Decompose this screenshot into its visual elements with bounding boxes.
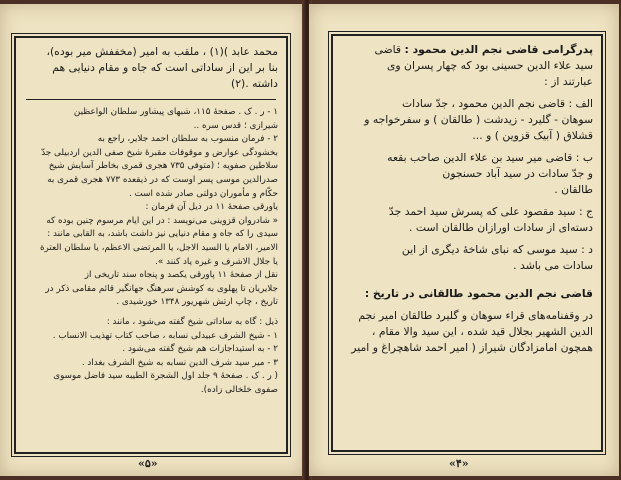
text-line: در وقفنامه‌های قراء سوهان و گلیرد طالقان امیر نجم — [358, 309, 593, 322]
left-top-paragraph — [24, 44, 278, 92]
section-heading: قاضی نجم الدین محمود طالقانی در تاریخ : — [364, 287, 593, 300]
text-line: داشته .(۲) — [230, 77, 278, 90]
footnote-line: ۲ - فرمان منسوب به سلطان احمد جلایر، راجع به — [97, 134, 278, 145]
footnote-line: یا جلال الاشرف و غیره یاد کنند ». — [155, 256, 278, 267]
note-line: ۳ - میر سید شرف الدین نسابه به شیخ الشرف بغداد . — [81, 357, 278, 368]
intro-rest: قاضی — [374, 43, 405, 56]
list-item: و جدّ سادات در سید آباد حسنجون — [442, 167, 593, 180]
footnote-line: صدرالدین موسی پسر اوست که در ذیقعده ۷۷۳ هجری قمری به — [47, 174, 278, 185]
list-item: سوهان - گلیرد - زیدشت ( طالقان ) و سفرخواجه و — [364, 113, 593, 126]
note-line: ۱ - شیخ الشرف عبیدلی نسابه ، صاحب کتاب تهذیب الانساب . — [52, 330, 278, 341]
intro-line — [341, 42, 593, 58]
note-line: ( ر . ک . صفحهٔ ۹ جلد اول الشجرة الطیبه سید فاضل موسوی — [53, 371, 278, 382]
list-item: د : سید موسی که نبای شاخهٔ دیگری از این — [401, 243, 593, 256]
text-line: بنا بر این از ساداتی است که جاه و مقام دنیایی هم — [52, 61, 278, 74]
text-line: محمد عابد )(۱) ، ملقب به امیر (مخففش میر بوده)، — [46, 45, 278, 58]
note-line: ۲ - به استیداجازات هم شیخ گفته می‌شود . — [122, 344, 278, 355]
notes-block — [24, 316, 278, 398]
left-page-frame — [14, 36, 288, 454]
list-item: قشلاق ( آبیک قزوین ) و ... — [472, 129, 593, 142]
text-line: سید علاء الدین حسینی بود که چهار پسران وی — [386, 59, 593, 72]
text-line: همچون امامزادگان شیراز ( امیر احمد شاهچراغ و امیر — [351, 341, 593, 354]
list-item: الف : قاضی نجم الدین محمود ، جدّ سادات — [401, 97, 593, 110]
footnote-separator — [26, 99, 276, 100]
list-item: طالقان . — [554, 183, 593, 196]
footnote-line: حکّام و مأموران دولتی صادر شده است . — [128, 188, 278, 199]
note-line: صفوی خلخالی زاده). — [200, 384, 278, 395]
list-item: دسته‌ای از سادات اورازان طالقان است . — [409, 221, 593, 234]
footnote-line: نقل از صفحهٔ ۱۱ پاورقی یکصد و پنجاه سند تاریخی از — [84, 270, 278, 281]
footnote-line: ۱ - ر . ک . صفحهٔ ۱۱۵، شبهای پیشاور سلطان الواعظین — [73, 107, 278, 117]
footnote-line: یاورقی صفحهٔ ۱۱ در ذیل آن فرمان : — [145, 202, 278, 213]
footnotes — [24, 106, 278, 310]
text-line: عبارتند از : — [544, 75, 593, 88]
list-item: ج : سید مقصود علی که پسرش سید احمد جدّ — [388, 205, 593, 218]
footnote-line: بخشودگی عوارض و موقوفات مقبرهٔ شیخ صفی الدین اردبیلی جدّ — [41, 147, 278, 158]
footnote-line: شیرازی ؛ قدس سره .. — [193, 120, 278, 131]
left-page-text — [16, 38, 286, 397]
left-page — [0, 4, 306, 476]
footnote-line: « شادروان قزوینی می‌نویسد : در این ایام مرسوم چنین بوده که — [46, 215, 278, 226]
footnote-line: سیدی را که جاه و مقام دنیایی نیز داشت باشد، به القابی مانند : — [47, 229, 278, 240]
right-page — [309, 4, 619, 476]
right-page-text — [333, 36, 601, 356]
note-line: ذیل : گاه به ساداتی شیخ گفته می‌شود ، مانند : — [106, 316, 278, 327]
intro-heading: پدرگرامی قاضی نجم الدین محمود : — [404, 43, 593, 56]
footnote-line: سلاطین صفویه ؛ (متوفی ۷۳۵ هجری قمری بخاطر آسایش شیخ — [48, 161, 278, 172]
list-item: ب : قاضی میر سید بن علاء الدین صاحب بقعه — [387, 151, 593, 164]
list-item: سادات می باشد . — [513, 259, 593, 272]
footnote-line: جلایریان تا پهلوی به کوشش سرهنگ جهانگیر قائم مقامی ذکر در — [45, 283, 278, 294]
page-number-right: «۴» — [449, 457, 469, 470]
footnote-line: الامیر، الامام یا السید الاجل، یا المرتضی الاعظم، یا سلطان العترة — [39, 242, 278, 253]
text-line: الدین الشهیر بجلال قید شده ، این سید والا مقام ، — [371, 325, 593, 338]
page-number-left: «۵» — [138, 457, 158, 470]
right-page-frame — [331, 34, 603, 452]
footnote-line: تاریخ ، چاپ ارتش شهریور ۱۳۴۸ خورشیدی . — [116, 297, 278, 308]
